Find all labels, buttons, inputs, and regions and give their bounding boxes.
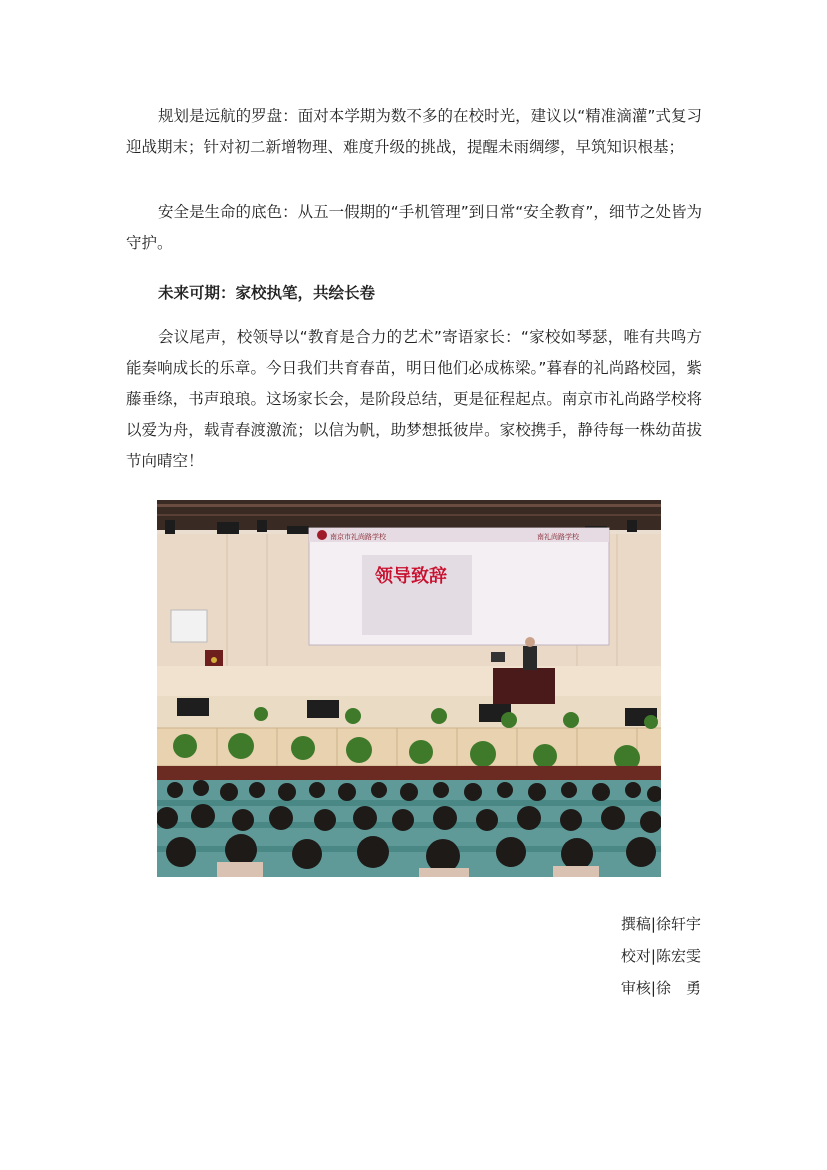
credit-writer bbox=[621, 908, 701, 940]
screen-school-name: 南京市礼尚路学校 bbox=[330, 533, 386, 541]
credit-label: 校对 bbox=[620, 947, 651, 965]
credit-separator: | bbox=[650, 979, 656, 997]
paragraph-closing: 会议尾声，校领导以“教育是合力的艺术”寄语家长：“家校如琴瑟，唯有共鸣方能奏响成长的乐章。今日我们共育春苗，明日他们必成栋梁。”暮春的礼尚路校园，紫藤垂绦，书声琅琅。这场家长会，是阶段总结，更是征程起点。南京市礼尚路学校将以爱为舟，载青春渡激流；以信为帆，助梦想抵彼岸。家校携手，静待每一株幼苗拔节向晴空！ bbox=[126, 328, 702, 470]
credit-separator: | bbox=[650, 947, 656, 965]
credit-label: 撰稿 bbox=[620, 915, 651, 933]
screen-title: 领导致辞 bbox=[375, 566, 447, 587]
screen-school-name-right: 南礼尚路学校 bbox=[537, 533, 579, 541]
credit-reviewer bbox=[621, 972, 701, 1004]
credit-proofreader bbox=[621, 940, 701, 972]
meeting-photo bbox=[157, 500, 661, 877]
paragraph-planning: 规划是远航的罗盘：面对本学期为数不多的在校时光，建议以“精准滴灌”式复习迎战期末；针对初二新增物理、难度升级的挑战，提醒未雨绸缪，早筑知识根基； bbox=[126, 107, 702, 156]
credit-separator: | bbox=[650, 915, 656, 933]
credit-name: 徐轩宇 bbox=[655, 915, 701, 933]
credit-name: 徐 勇 bbox=[655, 979, 701, 997]
credit-label: 审核 bbox=[620, 979, 651, 997]
credits-block bbox=[621, 908, 701, 1004]
paragraph-safety: 安全是生命的底色：从五一假期的“手机管理”到日常“安全教育”，细节之处皆为守护。 bbox=[126, 203, 702, 252]
section-heading: 未来可期：家校执笔，共绘长卷 bbox=[158, 284, 376, 302]
credit-name: 陈宏雯 bbox=[655, 947, 701, 965]
